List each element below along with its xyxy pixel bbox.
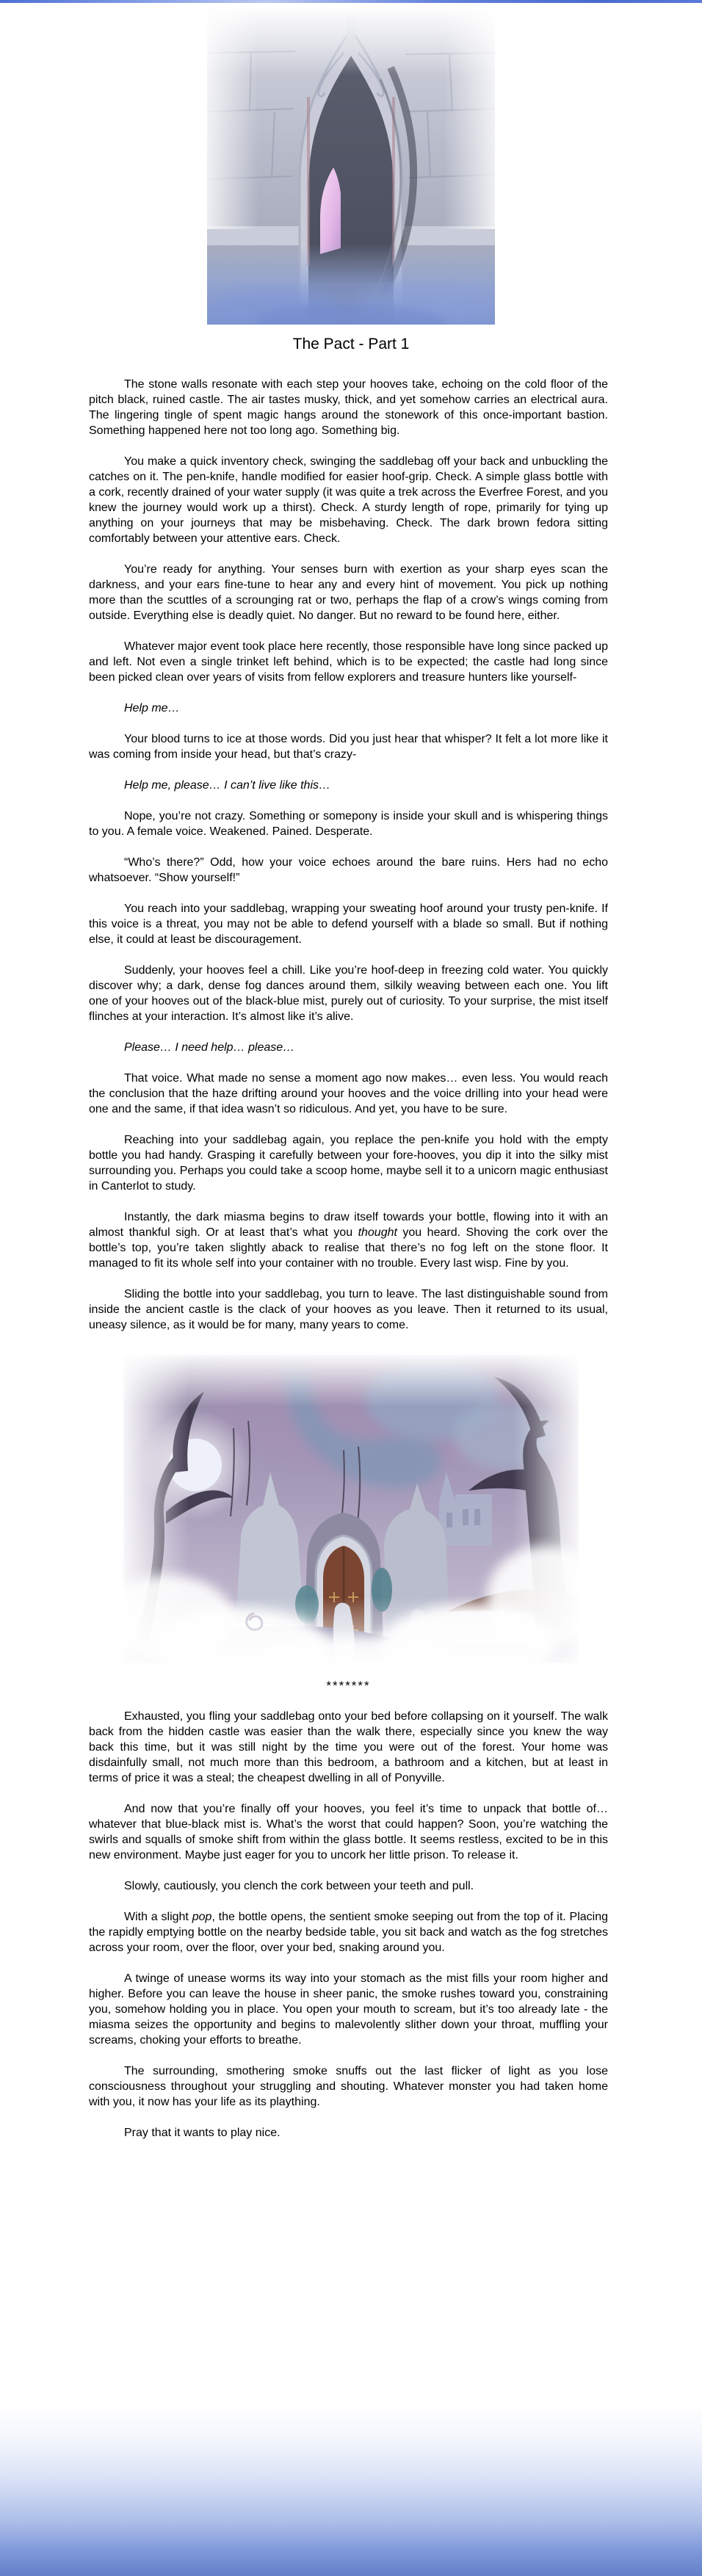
story-paragraph: A twinge of unease worms its way into your stomach as the mist fills your room higher and higher. Before you can leave the house in sheer panic, the smoke rushes toward you, constraining you, somehow holding you in place. You open your mouth to scream, but it’s too already late - the miasma seizes the opportunity and begins to malevolently slither down your throat, muffling your screams, choking your efforts to breathe. (89, 1972, 608, 2047)
vignette-bottom (123, 1597, 579, 1663)
vignette-right (444, 9, 495, 229)
story-part1 (89, 377, 608, 1333)
story-paragraph: The surrounding, smothering smoke snuffs out the last flicker of light as you lose consciousness throughout your struggling and shouting. Whatever monster you had taken home with you, it now has your life as its plaything. (89, 2065, 608, 2108)
story-paragraph: The stone walls resonate with each step your hooves take, echoing on the cold floor of the pitch black, ruined castle. The air tastes musky, thick, and yet somehow carries an electrical aura. The lingering tingle of spent magic hangs around the stonework of this once-important bastion. Something happened here not too long ago. Something big. (89, 378, 608, 437)
story-paragraph: Your blood turns to ice at those words. Did you just hear that whisper? It felt a lot more like it was coming from inside your head, but that’s crazy- (89, 733, 608, 761)
story-paragraph: Pray that it wants to play nice. (124, 2127, 281, 2139)
story-paragraph: With a slight pop, the bottle opens, the sentient smoke seeping out from the top of it. Placing the rapidly emptying bottle on the nearby bedside table, you sit back and watch as the fog stretches across your room, over the floor, over your bed, snaking around you. (89, 1911, 609, 1954)
story-paragraph: That voice. What made no sense a moment ago now makes… even less. You would reach the conclusion that the haze drifting around your hooves and the voice drilling into your head were one and the same, if that idea wasn’t so ridiculous. And yet, you have to be sure. (89, 1072, 608, 1115)
footer-gradient (0, 2403, 702, 2576)
vignette-top (123, 1355, 579, 1406)
vignette-left (123, 1355, 189, 1663)
whisper-paragraph: Help me… (124, 702, 180, 714)
story-paragraph: Exhausted, you fling your saddlebag onto your bed before collapsing on it yourself. The walk back from the hidden castle was easier than the walk there, especially since you knew the way back this time, but it was still night by the time you were out of the forest. Your home was disdainfully small, not much more than this bedroom, a bathroom and a kitchen, but at least in terms of price it was a steal; the cheapest dwelling in all of Ponyville. (89, 1710, 608, 1784)
story-column (89, 377, 608, 1333)
story-paragraph: You’re ready for anything. Your senses burn with exertion as your sharp eyes scan the darkness, and your ears fine-tune to hear any and every hint of movement. You pick up nothing more than the scuttles of a scrounging rat or two, perhaps the flap of a crow’s wings coming from outside. Everything else is deadly quiet. No danger. But no reward to be found here, either. (89, 563, 608, 622)
story-column-2 (89, 1678, 608, 2141)
story-part2 (89, 1709, 608, 2141)
jamb-left (307, 97, 310, 266)
story-paragraph: You reach into your saddlebag, wrapping your sweating hoof around your trusty pen-knife. If this voice is a threat, you may not be able to defend yourself with a blade so small. But if nothing else, it could at least be discouragement. (89, 902, 608, 946)
story-paragraph: Whatever major event took place here recently, those responsible have long since packed up and left. Not even a single trinket left behind, which is to be expected; the castle had long since been picked clean over years of visits from fellow explorers and treasure hunters like yourself- (89, 640, 608, 684)
scene-separator: ******* (326, 1679, 371, 1693)
story-paragraph: Suddenly, your hooves feel a chill. Like you’re hoof-deep in freezing cold water. You quickly discover why; a dark, dense fog dances around them, silkily weaving between each one. You lift one of your hooves out of the black-blue mist, purely out of curiosity. To your surprise, the mist itself flinches at your interaction. It’s almost like it’s alive. (89, 964, 608, 1023)
story-paragraph: “Who’s there?” Odd, how your voice echoes around the bare ruins. Hers had no echo whatsoever. “Show yourself!” (89, 856, 608, 884)
castle-arch-window-illustration (0, 9, 702, 325)
ruined-castle-night-illustration (0, 1355, 702, 1663)
vignette-left (207, 9, 258, 229)
page-title: The Pact - Part 1 (292, 336, 410, 352)
story-paragraph: Slowly, cautiously, you clench the cork between your teeth and pull. (124, 1880, 474, 1892)
castle-arch-window-svg (207, 9, 495, 325)
whisper-paragraph: Please… I need help… please… (124, 1041, 295, 1054)
ruined-castle-night-svg (123, 1355, 579, 1663)
whisper-paragraph: Help me, please… I can’t live like this… (124, 779, 330, 792)
top-border (0, 0, 702, 3)
story-paragraph: Sliding the bottle into your saddlebag, you turn to leave. The last distinguishable sound from inside the ancient castle is the clack of your hooves as you leave. Then it returned to its usual, uneasy silence, as it would be for many, many years to come. (89, 1288, 608, 1331)
story-paragraph: Instantly, the dark miasma begins to draw itself towards your bottle, flowing into it with an almost thankful sigh. Or at least that’s what you thought you heard. Shoving the cork over the bottle’s top, you’re taken slightly aback to realise that there’s no fog left on the stone floor. It managed to fit its whole self into your container with no trouble. Every last wisp. Fine by you. (89, 1211, 608, 1270)
story-paragraph: Nope, you’re not crazy. Something or somepony is inside your skull and is whispering things to you. A female voice. Weakened. Pained. Desperate. (89, 810, 608, 838)
story-paragraph: You make a quick inventory check, swinging the saddlebag off your back and unbuckling the catches on it. The pen-knife, handle modified for easier hoof-grip. Check. A simple glass bottle with a cork, recently drained of your water supply (it was quite a trek across the Everfree Forest, and you knew the journey would work up a thirst). Check. A sturdy length of rope, primarily for tying up anything on your journeys that may be misbehaving. Check. The dark brown fedora sitting comfortably between your attentive ears. Check. (89, 455, 608, 545)
story-paragraph: Reaching into your saddlebag again, you replace the pen-knife you hold with the empty bottle you had handy. Grasping it carefully between your fore-hooves, you dip it into the silky mist surrounding you. Perhaps you could take a scoop home, maybe sell it to a unicorn magic enthusiast in Canterlot to study. (89, 1134, 608, 1193)
story-paragraph: And now that you’re finally off your hooves, you feel it’s time to unpack that bottle of… whatever that blue-black mist is. What’s the worst that could happen? Soon, you’re watching the swirls and squalls of smoke shift from within the glass bottle. It seems restless, excited to be in this new environment. Maybe just eager for you to uncork her little prison. To release it. (89, 1803, 608, 1862)
vignette-right (513, 1355, 579, 1663)
